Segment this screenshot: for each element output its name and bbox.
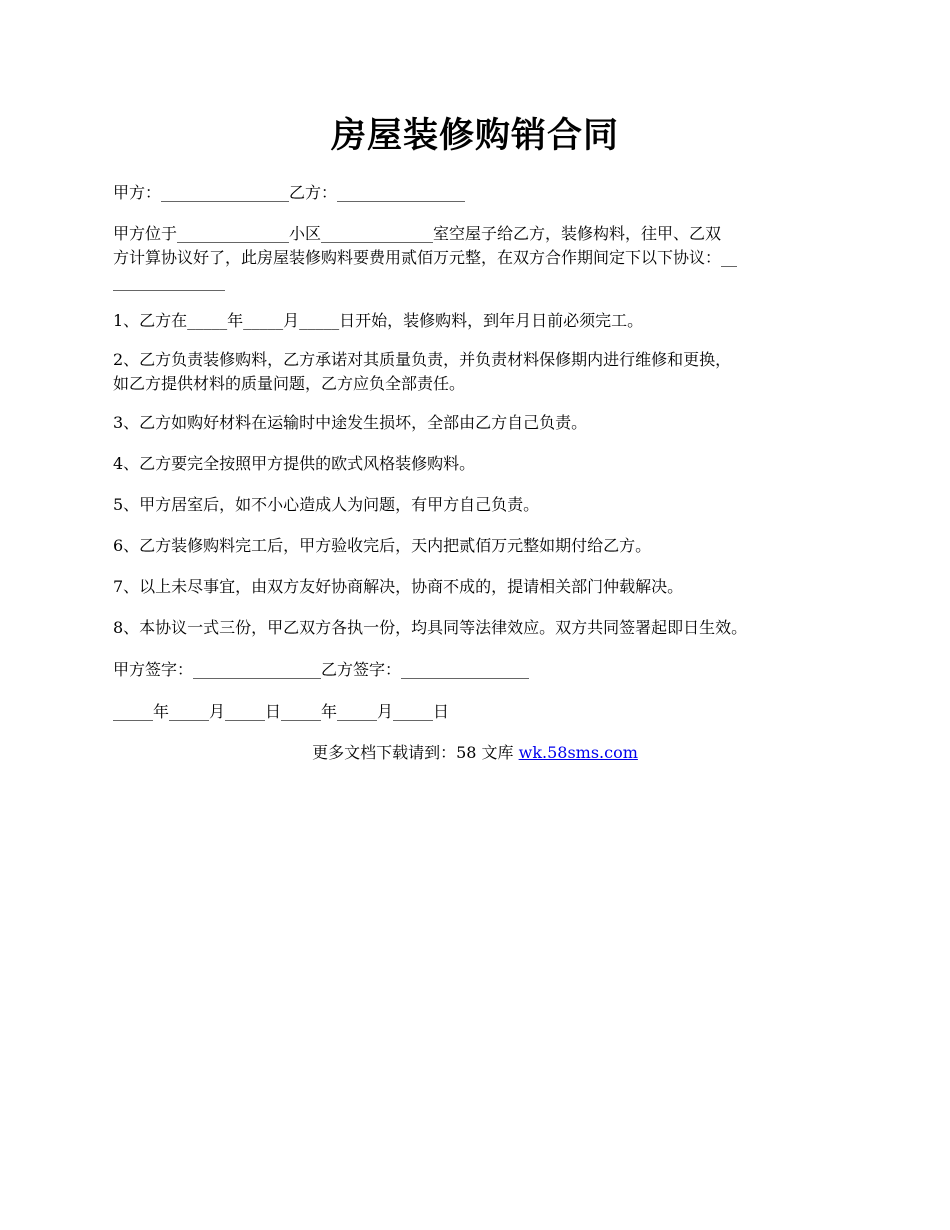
clause-4: 4、乙方要完全按照甲方提供的欧式风格装修购料。 bbox=[113, 454, 476, 473]
clause-1: 1、乙方在_____年_____月_____日开始，装修购料，到年月日前必须完工。 bbox=[113, 311, 644, 330]
clause-8: 8、本协议一式三份，甲乙双方各执一份，均具同等法律效应。双方共同签署起即日生效。 bbox=[113, 618, 748, 637]
clause-6: 6、乙方装修购料完工后，甲方验收完后，天内把贰佰万元整如期付给乙方。 bbox=[113, 536, 652, 555]
intro-line-2: 方计算协议好了，此房屋装修购料要费用贰佰万元整，在双方合作期间定下以下协议：__ bbox=[113, 248, 738, 267]
footer bbox=[0, 741, 950, 765]
document-title: 房屋装修购销合同 bbox=[330, 115, 619, 156]
clause-3: 3、乙方如购好材料在运输时中途发生损坏，全部由乙方自己负责。 bbox=[113, 413, 588, 432]
footer-link[interactable]: wk.58sms.com bbox=[518, 743, 638, 762]
clause-7: 7、以上未尽事宜，由双方友好协商解决，协商不成的，提请相关部门仲载解决。 bbox=[113, 577, 684, 596]
intro-line-3: ______________ bbox=[113, 272, 225, 291]
footer-text: 更多文档下载请到：58 文库 bbox=[312, 743, 519, 762]
clause-2-line-1: 2、乙方负责装修购料，乙方承诺对其质量负责，并负责材料保修期内进行维修和更换， bbox=[113, 350, 732, 369]
clause-5: 5、甲方居室后，如不小心造成人为问题，有甲方自己负责。 bbox=[113, 495, 540, 514]
signature-line: 甲方签字：________________乙方签字：________________ bbox=[113, 660, 530, 679]
date-line: _____年_____月_____日_____年_____月_____日 bbox=[113, 702, 450, 721]
parties-line: 甲方：________________乙方：________________ bbox=[113, 183, 466, 202]
clause-2-line-2: 如乙方提供材料的质量问题，乙方应负全部责任。 bbox=[113, 374, 466, 393]
intro-line-1: 甲方位于______________小区______________室空屋子给乙方，装修构料，往甲、乙双 bbox=[113, 224, 722, 243]
